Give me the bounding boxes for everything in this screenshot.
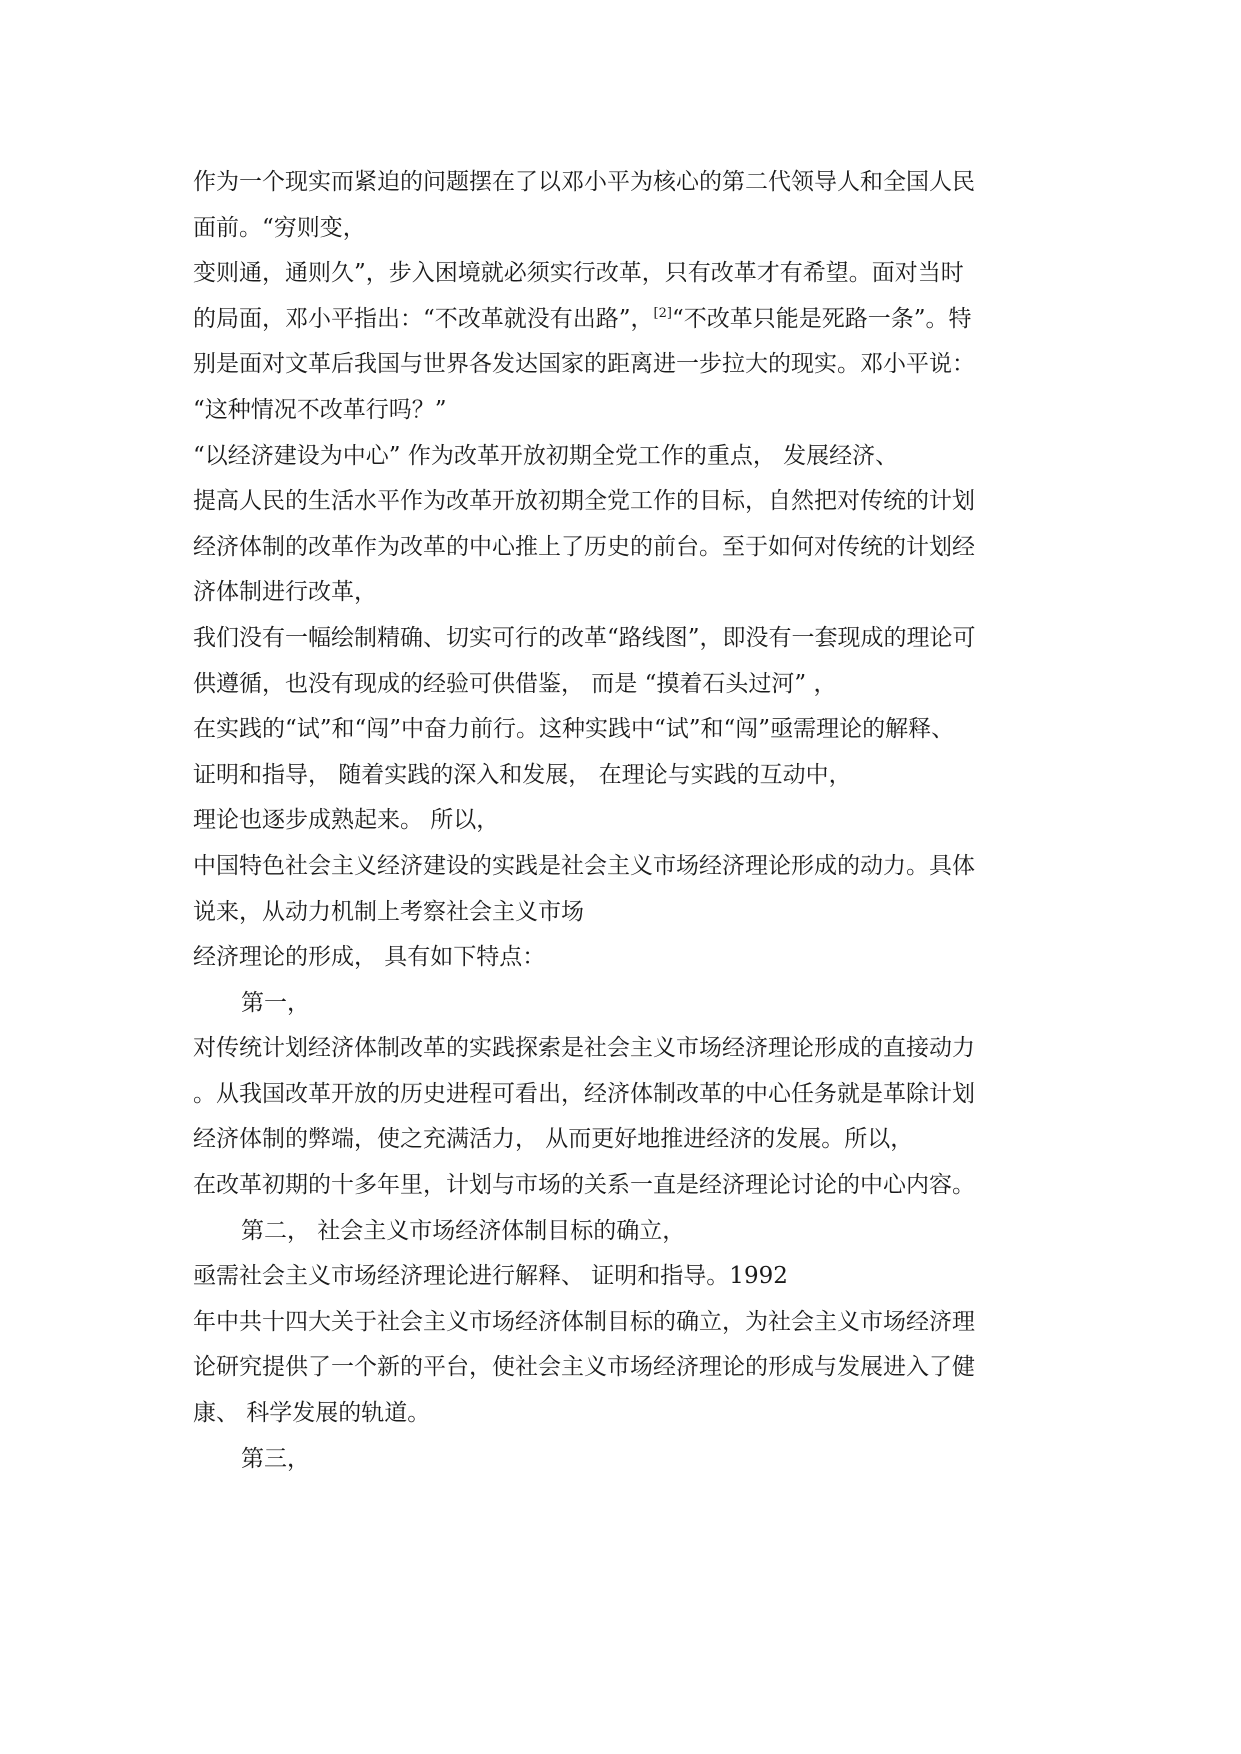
text-line: 经济体制的弊端，使之充满活力， 从而更好地推进经济的发展。所以，: [193, 1126, 914, 1153]
text-line: 理论也逐步成熟起来。 所以，: [193, 807, 500, 834]
text-line: 济体制进行改革，: [193, 579, 377, 606]
text-line: 供遵循，也没有现成的经验可供借鉴， 而是 “摸着石头过河” ，: [193, 670, 837, 697]
section-heading-third: 第三，: [241, 1445, 310, 1472]
text-line: 在改革初期的十多年里，计划与市场的关系一直是经济理论讨论的中心内容。: [193, 1172, 975, 1199]
text-line: 别是面对文革后我国与世界各发达国家的距离进一步拉大的现实。邓小平说：: [193, 351, 975, 378]
text-line: 在实践的“试”和“闯”中奋力前行。这种实践中“试”和“闯”亟需理论的解释、: [193, 716, 955, 743]
text-line: 年中共十四大关于社会主义市场经济体制目标的确立，为社会主义市场经济理: [193, 1308, 975, 1335]
text-line: 经济理论的形成， 具有如下特点：: [193, 944, 546, 971]
text-line: 论研究提供了一个新的平台，使社会主义市场经济理论的形成与发展进入了健: [193, 1354, 975, 1381]
text-line: “这种情况不改革行吗？”: [193, 396, 447, 423]
text-line: 中国特色社会主义经济建设的实践是社会主义市场经济理论形成的动力。具体: [193, 852, 975, 879]
text-segment: “不改革只能是死路一条”。特: [671, 305, 972, 332]
text-line: 亟需社会主义市场经济理论进行解释、 证明和指导。1992: [193, 1263, 788, 1290]
text-line-with-citation: [193, 297, 1073, 343]
text-line: 我们没有一幅绘制精确、切实可行的改革“路线图”，即没有一套现成的理论可: [193, 624, 976, 651]
text-line: “以经济建设为中心” 作为改革开放初期全党工作的重点， 发展经济、: [193, 442, 899, 469]
section-heading-first: 第一，: [241, 989, 310, 1016]
text-line: 经济体制的改革作为改革的中心推上了历史的前台。至于如何对传统的计划经: [193, 533, 975, 560]
text-line: 提高人民的生活水平作为改革开放初期全党工作的目标，自然把对传统的计划: [193, 488, 975, 515]
text-line: 作为一个现实而紧迫的问题摆在了以邓小平为核心的第二代领导人和全国人民: [193, 169, 975, 195]
body-text: [193, 160, 1073, 1482]
text-line: 康、 科学发展的轨道。: [193, 1400, 431, 1427]
text-line: 证明和指导， 随着实践的深入和发展， 在理论与实践的互动中，: [193, 761, 852, 788]
citation-ref: [2]: [653, 305, 672, 321]
text-line: 变则通，通则久”，步入困境就必须实行改革，只有改革才有希望。面对当时: [193, 260, 964, 287]
text-line: 。从我国改革开放的历史进程可看出，经济体制改革的中心任务就是革除计划: [193, 1080, 975, 1107]
text-line: 说来，从动力机制上考察社会主义市场: [193, 898, 584, 925]
text-line: 对传统计划经济体制改革的实践探索是社会主义市场经济理论形成的直接动力: [193, 1035, 975, 1062]
section-heading-second: 第二， 社会主义市场经济体制目标的确立，: [241, 1217, 686, 1244]
text-line: 面前。“穷则变，: [193, 214, 366, 241]
text-segment: 的局面，邓小平指出：“不改革就没有出路”，: [193, 305, 654, 332]
